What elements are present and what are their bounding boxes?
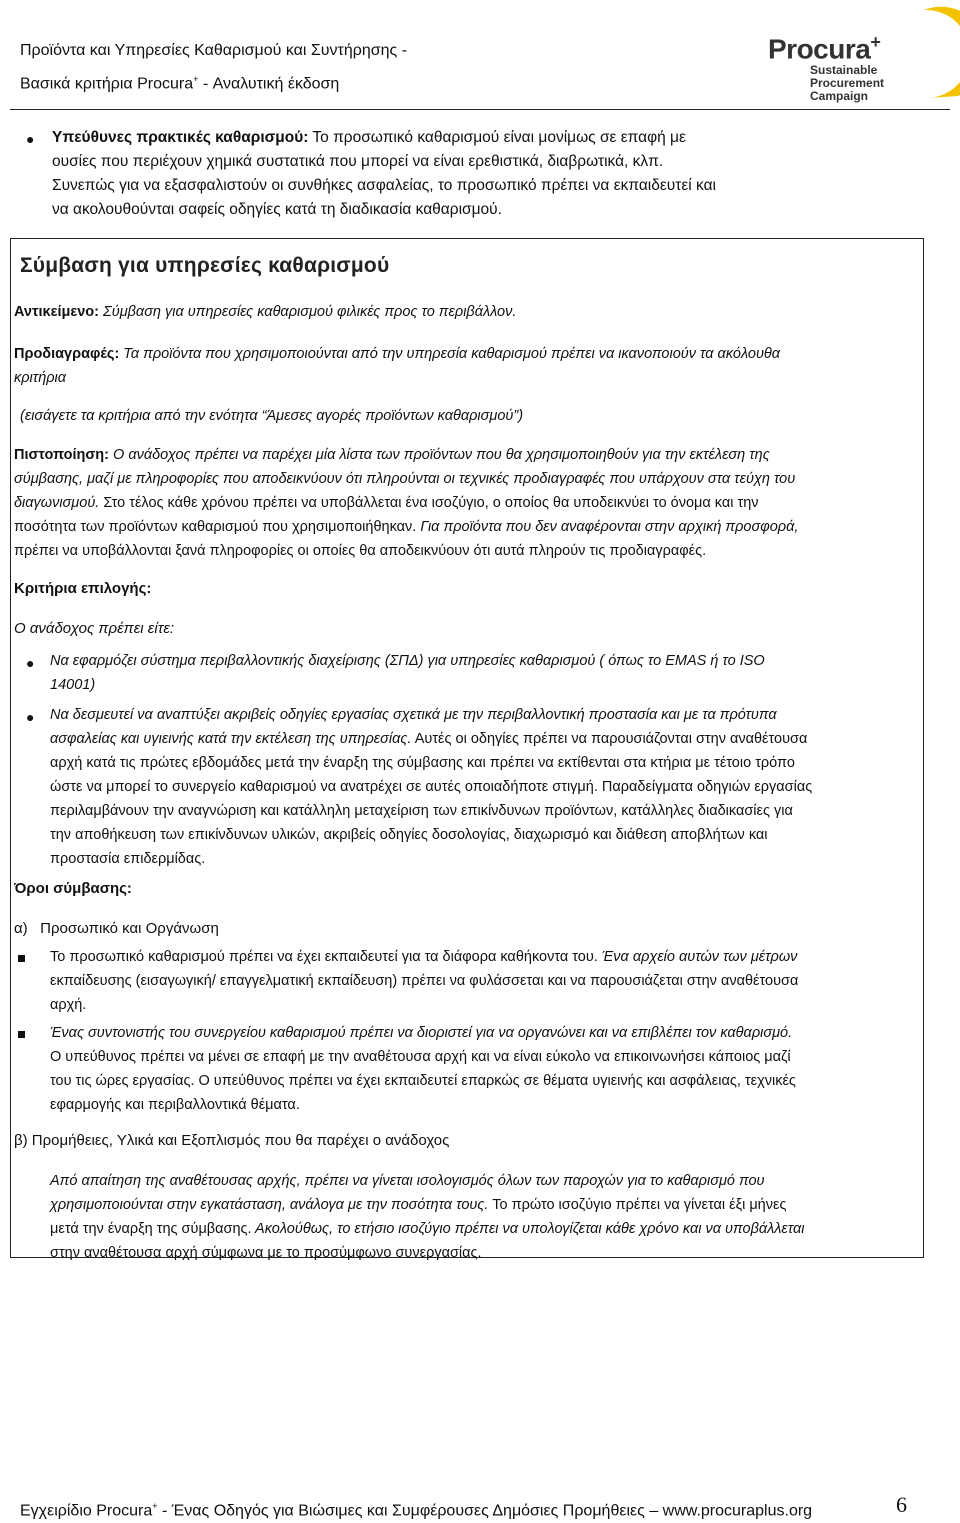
cert-line3 [14,491,914,515]
sel-b2-line1 [50,703,914,727]
procura-logo [768,6,960,102]
sel-b1-line2-text: 14001) [50,677,96,693]
page-number: 6 [896,1492,907,1517]
bullet-icon: ● [26,655,35,671]
insert-note-text: (εισάγετε τα κριτήρια από την ενότητα “Άμεσες αγορές προϊόντων καθαρισμού”) [20,408,524,424]
header-title-line2-a: Βασικά κριτήρια Procura [20,75,194,93]
selection-intro-text: Ο ανάδοχος πρέπει είτε: [14,620,175,637]
sel-b1-line2 [50,673,914,697]
sel-b2-line3-text: αρχή κατά τις πρώτες εβδομάδες μετά την έναρξη της σύμβασης και πρέπει να εκτίθενται στα κτήρια με τέτοιο τρόπο [50,755,795,771]
sel-b2-line4 [50,775,914,799]
specs-line2 [14,366,914,390]
cert-line3b: Στο τέλος κάθε χρόνου πρέπει να υποβάλλεται ένα ισοζύγιο, ο οποίος θα υποδεικνύει το όνομα και την [99,495,759,511]
sel-b2-line7 [50,847,914,871]
cert-line2-text: σύμβασης, μαζί με πληροφορίες που αποδεικνύουν ότι πληρούνται οι τεχνικές προδιαγραφές που υπάρχουν στα τεύχη του [14,471,796,487]
specs-line2-text: κριτήρια [14,370,67,386]
section-b-title [14,1129,449,1153]
logo-sub-line2: Procurement [810,76,885,90]
footer-plus-sup: + [152,1501,158,1511]
cert-line2 [14,467,914,491]
contract-terms-label [14,877,132,901]
a1-line3 [50,993,914,1017]
logo-subtitle [810,64,884,103]
top-bullet-line1-text: Το προσωπικό καθαρισμού είναι μονίμως σε επαφή με [308,129,686,146]
sel-b2-line5 [50,799,914,823]
selection-intro [14,617,174,641]
section-a-item-2 [50,1021,914,1117]
cert-line1 [14,443,914,467]
section-b-title-text: β) Προμήθειες, Υλικά και Εξοπλισμός που θα παρέχει ο ανάδοχος [14,1132,450,1149]
sun-logo-icon [888,6,960,102]
sel-b2-line3 [50,751,914,775]
selection-label-text: Κριτήρια επιλογής: [14,580,152,597]
contract-box-title: Σύμβαση για υπηρεσίες καθαρισμού [20,254,390,277]
subject-label: Αντικείμενο: [14,304,99,320]
a2-line2-text: Ο υπεύθυνος πρέπει να μένει σε επαφή με την αναθέτουσα αρχή και να είναι εύκολο να επικοινωνήσει κάποιος μαζί [50,1049,791,1065]
sel-b2-line7-text: προστασία επιδερμίδας. [50,851,206,867]
b-line2 [50,1193,914,1217]
top-bullet-line3: Συνεπώς για να εξασφαλιστούν οι συνθήκες ασφαλείας, το προσωπικό πρέπει να εκπαιδευτεί και [52,177,716,194]
section-b-paragraph [50,1169,914,1265]
header-title-line2 [20,65,407,98]
b-line1 [50,1169,914,1193]
specs-line1-text: Τα προϊόντα που χρησιμοποιούνται από την υπηρεσία καθαρισμού πρέπει να ικανοποιούν τα ακόλουθα [119,346,781,362]
cert-line4b: Για προϊόντα που δεν αναφέρονται στην αρχική προσφορά, [416,519,799,535]
top-bullet-line4: να ακολουθούνται σαφείς οδηγίες κατά τη διαδικασία καθαρισμού. [52,201,502,218]
a1-line3-text: αρχή. [50,997,87,1013]
a2-line4-text: εφαρμογής και περιβαλλοντικά θέματα. [50,1097,300,1113]
square-bullet-icon [18,955,25,962]
footer-text-a: Εγχειρίδιο Procura [20,1502,153,1520]
sel-b1-line1 [50,649,914,673]
b-line1-text: Από απαίτηση της αναθέτουσας αρχής, πρέπει να γίνεται ισολογισμός όλων των παροχών για το καθαρισμό που [50,1173,765,1189]
cert-line4 [14,515,914,539]
sel-b1-line1-text: Να εφαρμόζει σύστημα περιβαλλοντικής διαχείρισης (ΣΠΔ) για υπηρεσίες καθαρισμού ( όπως το EMAS ή το ISO [50,653,765,669]
footer-text-b: - Ένας Οδηγός για Βιώσιμες και Συμφέρουσες Δημόσιες Προμήθειες – www.procuraplus.org [157,1502,813,1520]
header-divider [10,109,950,110]
cert-label: Πιστοποίηση: [14,447,109,463]
selection-bullet-1 [50,649,914,697]
subject-text: Σύμβαση για υπηρεσίες καθαρισμού φιλικές προς το περιβάλλον. [99,304,517,320]
a1-line1a: Το προσωπικό καθαρισμού πρέπει να έχει εκπαιδευτεί για τα διάφορα καθήκοντα του. [50,949,598,965]
square-bullet-icon [18,1031,25,1038]
b-line3 [50,1217,914,1241]
header-title-line2-b: - Αναλυτική έκδοση [198,75,340,93]
specs-label: Προδιαγραφές: [14,346,120,362]
subject-line [14,300,516,324]
a2-line3-text: του τις ώρες εργασίας. Ο υπεύθυνος πρέπει να έχει εκπαιδευτεί επαρκώς σε θέματα υγιεινής και ασφάλειας, τεχνικές [50,1073,796,1089]
document-header [20,36,407,98]
b-line4-text: στην αναθέτουσα αρχή σύμφωνα με το προσύμφωνο συνεργασίας. [50,1245,482,1261]
cert-line5-text: πρέπει να υποβάλλονται ξανά πληροφορίες οι οποίες θα αποδεικνύουν ότι αυτά πληρούν τις προδιαγραφές. [14,543,707,559]
a2-line2 [50,1045,914,1069]
sel-b2-line6-text: την αποθήκευση των επικίνδυνων υλικών, ακριβείς οδηγίες δοσολογίας, διαχωρισμό και διάθεση αποβλήτων και [50,827,768,843]
a2-line3 [50,1069,914,1093]
selection-criteria-label [14,577,151,601]
a2-line1-text: Ένας συντονιστής του συνεργείου καθαρισμού πρέπει να διοριστεί για να οργανώνει και να επιβλέπει τον καθαρισμό. [50,1025,793,1041]
header-title-line1: Προϊόντα και Υπηρεσίες Καθαρισμού και Συντήρησης - [20,42,408,59]
insert-note [20,404,523,428]
top-bullet-line2: ουσίες που περιέχουν χημικά συστατικά που μπορεί να είναι ερεθιστικά, διαβρωτικά, κλπ. [52,153,664,170]
specs-line1 [14,342,914,366]
sel-b2-line2a: ασφαλείας και υγιεινής κατά την εκτέλεση της υπηρεσίας. [50,731,412,747]
a2-line1 [50,1021,914,1045]
cert-line1-text: Ο ανάδοχος πρέπει να παρέχει μία λίστα των προϊόντων που θα χρησιμοποιηθούν για την εκτέλεση της [109,447,770,463]
b-line3b: Ακολούθως, το ετήσιο ισοζύγιο πρέπει να υπολογίζεται κάθε χρόνο και να υποβάλλεται [251,1221,805,1237]
logo-text: Procura [768,33,871,65]
header-plus-sup: + [193,74,199,84]
specs-paragraph [14,342,914,390]
b-line3a: μετά την έναρξη της σύμβασης. [50,1221,252,1237]
logo-sub-line1: Sustainable [810,63,878,77]
logo-wordmark [768,32,880,65]
a1-line2-text: εκπαίδευσης (εισαγωγική/ επαγγελματική εκπαίδευση) πρέπει να φυλάσσεται και να παρουσιάζεται στην αναθέτουσα [50,973,799,989]
top-bullet-line1 [52,126,922,150]
certification-paragraph [14,443,914,563]
sel-b2-line1-text: Να δεσμευτεί να αναπτύξει ακριβείς οδηγίες εργασίας σχετικά με την περιβαλλοντική προστασία και με τα πρότυπα [50,707,777,723]
sel-b2-line4a: ώστε να μπορεί το συνεργείο καθαρισμού να ανατρέχει σε αυτές οποιαδήποτε στιγμή. [50,779,598,795]
b-line2a: χρησιμοποιούνται στην εγκατάσταση, ανάλογα με την ποσότητα τους. [50,1197,489,1213]
selection-bullet-2 [50,703,914,871]
cert-line3a: διαγωνισμού. [14,495,100,511]
logo-sub-line3: Campaign [810,89,869,103]
terms-label-text: Όροι σύμβασης: [14,880,132,897]
bullet-icon: ● [26,131,35,147]
sel-b2-line2b: Αυτές οι οδηγίες πρέπει να παρουσιάζονται στην αναθέτουσα [411,731,808,747]
a1-line1b: Ένα αρχείο αυτών των μέτρων [597,949,798,965]
b-line4 [50,1241,914,1265]
cert-line5 [14,539,914,563]
section-a-item-1 [50,945,914,1017]
a1-line1 [50,945,914,969]
top-bullet-paragraph [52,126,922,222]
a2-line4 [50,1093,914,1117]
sel-b2-line6 [50,823,914,847]
top-bullet-label: Υπεύθυνες πρακτικές καθαρισμού: [52,129,309,146]
section-a-title-text: α) Προσωπικό και Οργάνωση [14,920,219,937]
sel-b2-line4b: Παραδείγματα οδηγιών εργασίας [597,779,813,795]
bullet-icon: ● [26,709,35,725]
b-line2b: Το πρώτο ισοζύγιο πρέπει να γίνεται έξι μήνες [488,1197,787,1213]
page-footer [20,1494,812,1523]
logo-plus: + [870,32,881,52]
cert-line4a: ποσότητα των προϊόντων καθαρισμού που χρησιμοποιήθηκαν. [14,519,417,535]
sel-b2-line2 [50,727,914,751]
section-a-title [14,917,219,941]
sel-b2-line5-text: περιλαμβάνουν την αναγνώριση και κατάλληλη μεταχείριση των επικίνδυνων προϊόντων, κατάλληλες διαδικασίες για [50,803,793,819]
a1-line2 [50,969,914,993]
